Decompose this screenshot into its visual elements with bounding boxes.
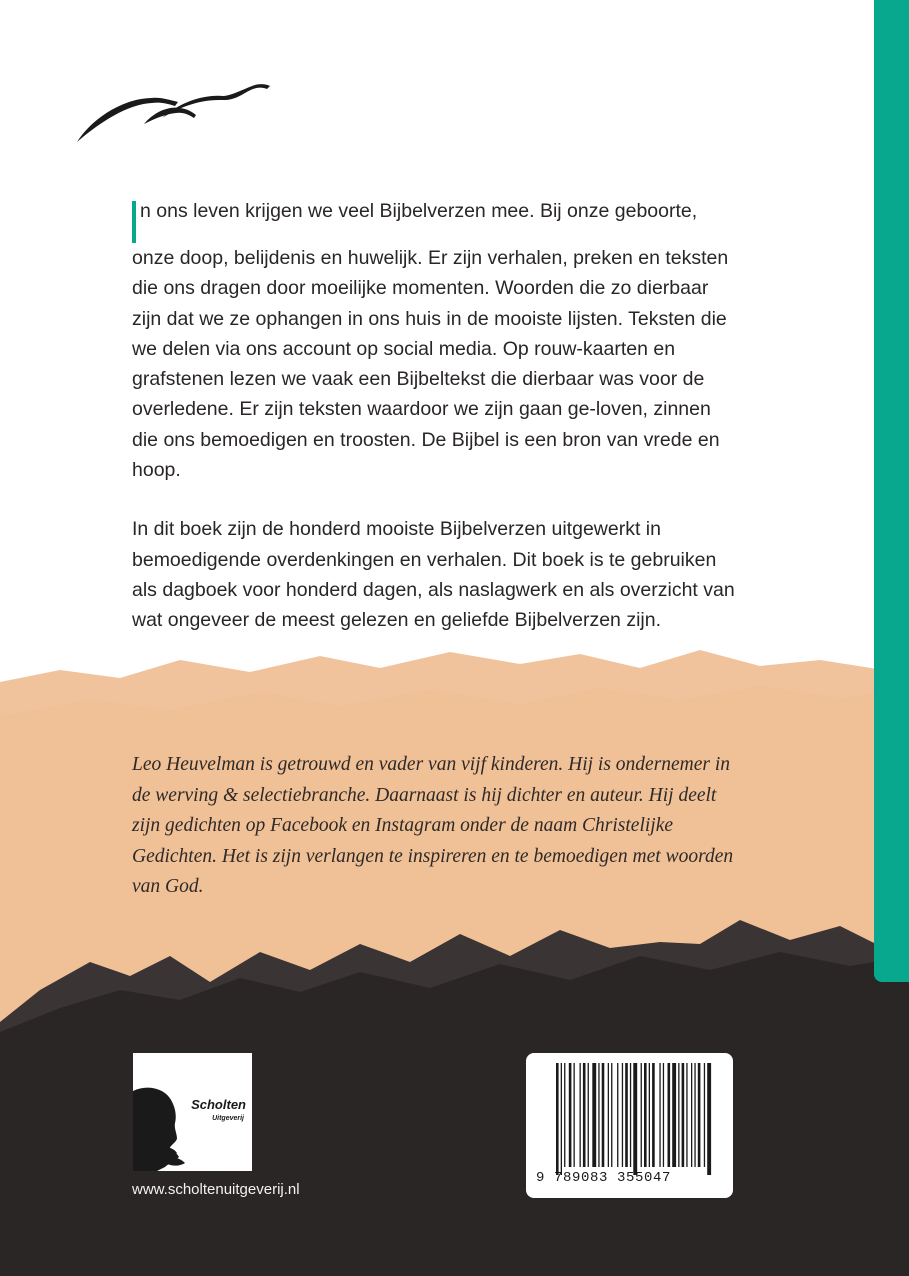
- barcode-bar: [686, 1063, 687, 1167]
- barcode-bar: [659, 1063, 660, 1167]
- barcode-bar: [574, 1063, 575, 1167]
- barcode-bar: [556, 1063, 559, 1175]
- barcode-bar: [644, 1063, 647, 1167]
- barcode-bar: [641, 1063, 642, 1167]
- isbn-digits: 9 789083 355047: [536, 1170, 672, 1186]
- head-silhouette-icon: [133, 1053, 252, 1171]
- publisher-logo-name: Scholten: [191, 1097, 246, 1112]
- barcode-bar: [617, 1063, 618, 1167]
- barcode-bar: [668, 1063, 671, 1167]
- barcode-bar: [598, 1063, 599, 1167]
- torn-paper-background: [0, 630, 909, 1276]
- barcode-bar: [608, 1063, 609, 1167]
- barcode-bar: [698, 1063, 701, 1167]
- publisher-logo[interactable]: [133, 1053, 252, 1171]
- barcode-bar: [561, 1063, 562, 1175]
- barcode-bar: [691, 1063, 692, 1167]
- barcode-bar: [707, 1063, 711, 1175]
- birds-icon: [74, 78, 274, 148]
- blurb-paragraph-1-text: n ons leven krijgen we veel Bijbelverzen mee. Bij onze geboorte, onze doop, belijdenis en huwelijk. Er zijn verhalen, preken en teksten die ons dragen door moeilijke momenten. Woorden die zo dierbaar zijn dat we ze ophangen in ons huis in de mooiste lijsten. Teksten die we delen via ons account op social media. Op rouw-kaarten en grafstenen lezen we vaak een Bijbeltekst die dierbaar was voor de overledene. Er zijn teksten waardoor we zijn gaan ge-loven, zinnen die ons bemoedigen en troosten. De Bijbel is een bron van vrede en hoop.: [132, 200, 729, 482]
- blurb-paragraph-2: In dit boek zijn de honderd mooiste Bijbelverzen uitgewerkt in bemoedigende overdenkingen en verhalen. Dit boek is te gebruiken als dagboek voor honderd dagen, als naslagwerk en als overzicht van wat ongeveer de meest gelezen en geliefde Bijbelverzen zijn.: [132, 518, 735, 632]
- accent-spine-strip: [874, 0, 909, 982]
- barcode-bar: [663, 1063, 664, 1167]
- barcode-bar: [704, 1063, 705, 1167]
- barcode-bar: [672, 1063, 676, 1167]
- barcode-bar: [588, 1063, 589, 1167]
- barcode-bar: [564, 1063, 565, 1167]
- barcode-bar: [602, 1063, 605, 1167]
- barcode-bar: [583, 1063, 586, 1167]
- blurb-paragraph-1: [132, 196, 742, 485]
- barcode-bar: [630, 1063, 631, 1167]
- barcode-bar: [625, 1063, 628, 1167]
- barcode-bar: [592, 1063, 596, 1167]
- drop-cap-i: [132, 201, 136, 243]
- barcode-bar: [678, 1063, 679, 1167]
- barcode-bar: [569, 1063, 572, 1167]
- barcode-bar: [611, 1063, 612, 1167]
- author-bio: Leo Heuvelman is getrouwd en vader van vijf kinderen. Hij is ondernemer in de werving & selectiebranche. Daarnaast is hij dichter en auteur. Hij deelt zijn gedichten op Facebook en Instagram onder de naam Christelijke Gedichten. Het is zijn verlangen te inspireren en te bemoedigen met woorden van God.: [132, 754, 734, 898]
- barcode-bars: [554, 1063, 714, 1181]
- barcode-bar: [682, 1063, 685, 1167]
- barcode-bar: [580, 1063, 581, 1167]
- publisher-url[interactable]: www.scholtenuitgeverij.nl: [132, 1181, 300, 1198]
- barcode-bar: [694, 1063, 695, 1167]
- publisher-logo-sub: Uitgeverij: [212, 1115, 244, 1122]
- barcode-bar: [622, 1063, 623, 1167]
- isbn-barcode: [526, 1053, 733, 1198]
- barcode-bar: [652, 1063, 655, 1167]
- barcode-bar: [649, 1063, 650, 1167]
- barcode-bar: [633, 1063, 637, 1175]
- blurb-text: [132, 196, 742, 665]
